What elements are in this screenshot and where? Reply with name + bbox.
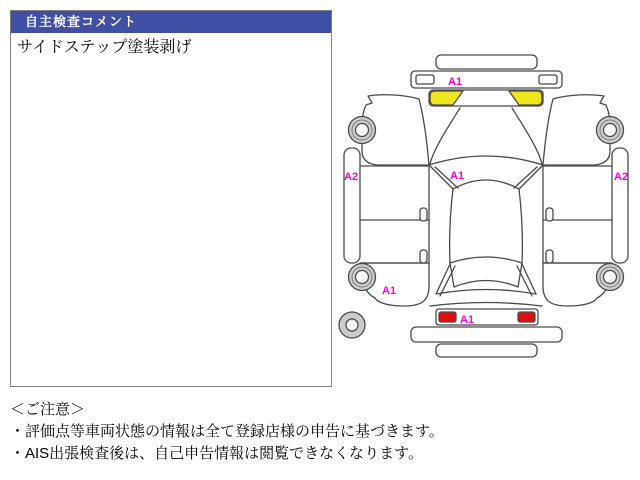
damage-label-windshield: A1 — [450, 170, 465, 182]
notice-section — [10, 399, 444, 465]
door-handle-icon — [546, 250, 553, 263]
roof-right-edge — [519, 189, 522, 263]
door-handle-icon — [420, 208, 427, 221]
notice-item: ・評価点等車両状態の情報は全て登録店様の申告に基づきます。 — [10, 423, 444, 440]
roof-left-edge — [450, 189, 453, 263]
inspection-comment-text: サイドステップ塗装剥げ — [17, 39, 192, 56]
hood-left-edge — [430, 108, 460, 164]
self-inspection-comment-panel — [10, 10, 332, 387]
taillight-highlight-right-icon — [518, 312, 535, 322]
damage-label-rear-garnish: A1 — [460, 314, 475, 326]
spare-tire-icon — [339, 312, 365, 338]
wheel-front-right-icon — [597, 117, 624, 144]
windshield-top — [429, 156, 543, 165]
damage-label-front-bumper: A1 — [448, 76, 463, 88]
door-handle-icon — [420, 250, 427, 263]
rear-window-bottom — [454, 281, 518, 288]
damage-label-rear-quarter: A1 — [382, 285, 397, 297]
wheel-front-left-icon — [349, 117, 376, 144]
hood-front-strip — [436, 55, 537, 69]
panel-header — [11, 11, 331, 33]
rear-bumper-shape — [411, 327, 562, 342]
damage-label-left-sill: A2 — [344, 171, 359, 183]
notice-heading: ＜ご注意＞ — [10, 401, 86, 418]
trunk-bottom-edge — [430, 303, 542, 307]
door-handle-icon — [546, 208, 553, 221]
damage-label-right-sill: A2 — [614, 171, 629, 183]
car-damage-diagram — [332, 48, 640, 378]
left-sill-shape — [344, 148, 360, 263]
hood-right-edge — [512, 108, 542, 164]
trunk-top-edge — [436, 290, 536, 295]
panel-header-title: 自主検査コメント — [25, 14, 138, 29]
trunk-strip — [436, 344, 537, 357]
rear-window-top — [450, 257, 522, 263]
right-sill-shape — [612, 148, 628, 263]
wheel-rear-right-icon — [597, 264, 624, 291]
notice-item: ・AIS出張検査後は、自己申告情報は閲覧できなくなります。 — [10, 445, 423, 462]
taillight-highlight-left-icon — [439, 312, 456, 322]
wheel-rear-left-icon — [349, 264, 376, 291]
